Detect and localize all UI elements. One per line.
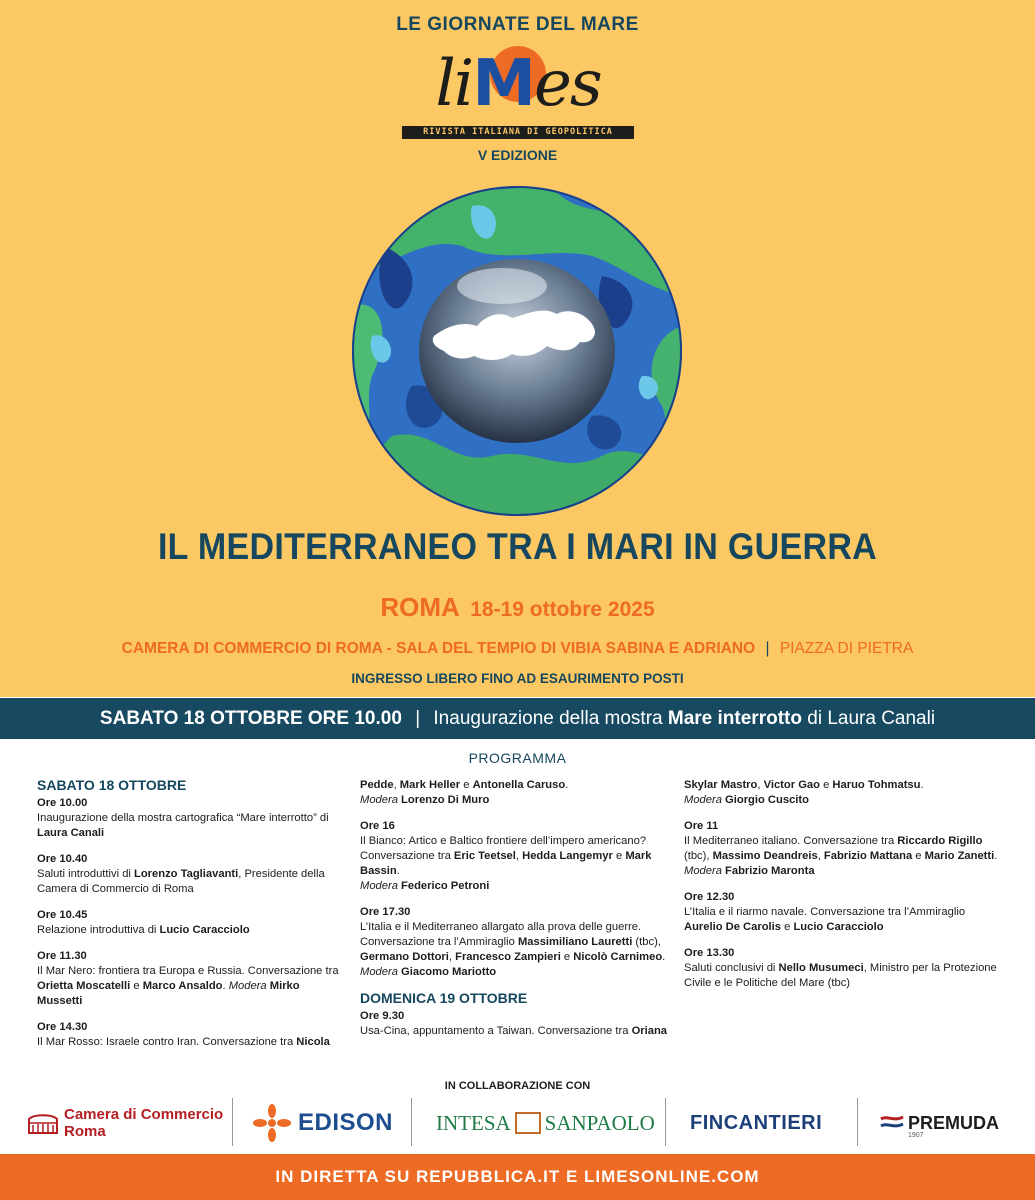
event-date-line	[0, 592, 1035, 623]
program-item: Ore 10.40 Saluti introduttivi di Lorenzo Tagliavanti, Presidente della Camera di Commercio di Roma	[37, 853, 325, 895]
entry-notice: INGRESSO LIBERO FINO AD ESAURIMENTO POSTI	[351, 671, 684, 686]
event-venue	[0, 640, 1035, 658]
program-item: Ore 13.30 Saluti conclusivi di Nello Musumeci, Ministro per la Protezione Civile e le Politiche del Mare (tbc)	[684, 947, 997, 989]
program-item-continued: Skylar Mastro, Victor Gao e Haruo Tohmatsu. Modera Giorgio Cuscito	[684, 779, 924, 806]
sponsor-premuda: PREMUDA 1907	[880, 1098, 999, 1148]
program-item: Ore 11.30 Il Mar Nero: frontiera tra Europa e Russia. Conversazione tra Orietta Moscatelli e Marco Ansaldo. Modera Mirko Mussetti	[37, 950, 339, 1007]
logo-wordmark: liMes	[435, 47, 601, 121]
program-column-3	[684, 778, 1004, 1002]
event-series-title: LE GIORNATE DEL MARE	[396, 14, 639, 35]
live-stream-footer: IN DIRETTA SU REPUBBLICA.IT E LIMESONLINE.COM	[0, 1154, 1035, 1200]
band-exhibit: Mare interrotto	[667, 708, 802, 729]
sponsor-divider	[232, 1098, 233, 1146]
logo-subtitle: RIVISTA ITALIANA DI GEOPOLITICA	[423, 127, 613, 137]
venue-name: CAMERA DI COMMERCIO DI ROMA - SALA DEL TEMPIO DI VIBIA SABINA E ADRIANO	[121, 640, 756, 657]
limes-logo	[398, 42, 638, 142]
sponsor-divider	[411, 1098, 412, 1146]
band-datetime: SABATO 18 OTTOBRE ORE 10.00	[99, 708, 402, 729]
sponsor-intesa-sanpaolo: INTESA SANPAOLO	[436, 1110, 655, 1135]
day-heading-sunday: DOMENICA 19 OTTOBRE	[360, 990, 528, 1006]
globe-highlight	[457, 268, 547, 304]
edition-label: V EDIZIONE	[477, 147, 558, 163]
event-dates: 18-19 ottobre 2025	[470, 598, 655, 621]
sponsor-edison: EDISON	[252, 1098, 393, 1148]
venue-separator: |	[765, 640, 770, 657]
globe-illustration	[352, 186, 682, 516]
event-city: ROMA	[380, 592, 460, 622]
sponsor-divider	[857, 1098, 858, 1146]
coliseum-icon	[28, 1111, 58, 1135]
program-item-continued: Pedde, Mark Heller e Antonella Caruso. Modera Lorenzo Di Muro	[360, 779, 569, 806]
band-text-before: Inaugurazione della mostra	[433, 708, 663, 729]
edison-flower-icon	[252, 1103, 292, 1143]
program-item: Ore 10.45 Relazione introduttiva di Lucio Caracciolo	[37, 909, 250, 936]
program-column-1	[37, 778, 347, 1061]
sponsor-divider	[665, 1098, 666, 1146]
program-title: PROGRAMMA	[468, 750, 567, 766]
event-title: IL MEDITERRANEO TRA I MARI IN GUERRA	[157, 526, 878, 567]
sponsor-camera-commercio: Camera di Commercio Roma	[28, 1098, 223, 1148]
intesa-emblem-icon	[515, 1112, 541, 1134]
band-text-after: di Laura Canali	[807, 708, 936, 729]
opening-band	[0, 698, 1035, 739]
program-item: Ore 10.00 Inaugurazione della mostra cartografica “Mare interrotto” di Laura Canali	[37, 797, 329, 839]
program-item: Ore 11 Il Mediterraneo italiano. Conversazione tra Riccardo Rigillo (tbc), Massimo Deandreis, Fabrizio Mattana e Mario Zanetti. Modera Fabrizio Maronta	[684, 820, 998, 877]
program-item: Ore 14.30 Il Mar Rosso: Israele contro Iran. Conversazione tra Nicola	[37, 1021, 330, 1048]
program-item: Ore 16 Il Bianco: Artico e Baltico frontiere dell’impero americano? Conversazione tra Eric Teetsel, Hedda Langemyr e Mark Bassin. Modera Federico Petroni	[360, 820, 652, 892]
sponsor-logos	[0, 1098, 1035, 1148]
program-item: Ore 12.30 L’Italia e il riarmo navale. Conversazione tra l’Ammiraglio Aurelio De Carolis e Lucio Caracciolo	[684, 891, 966, 933]
program-item: Ore 9.30 Usa-Cina, appuntamento a Taiwan. Conversazione tra Oriana	[360, 1010, 668, 1037]
program-column-2	[360, 778, 670, 1050]
program-item: Ore 17.30 L’Italia e il Mediterraneo allargato alla prova delle guerre. Conversazione tra l’Ammiraglio Massimiliano Lauretti (tbc), Germano Dottori, Francesco Zampieri e Nicolò Carnimeo. Modera Giacomo Mariotto	[360, 906, 666, 978]
sponsor-fincantieri: FINCANTIERI	[690, 1111, 823, 1134]
collaboration-label: IN COLLABORAZIONE CON	[444, 1080, 591, 1092]
day-heading-saturday: SABATO 18 OTTOBRE	[37, 777, 187, 793]
band-separator: |	[415, 708, 421, 729]
venue-square: PIAZZA DI PIETRA	[779, 640, 914, 657]
premuda-waves-icon	[880, 1113, 904, 1133]
